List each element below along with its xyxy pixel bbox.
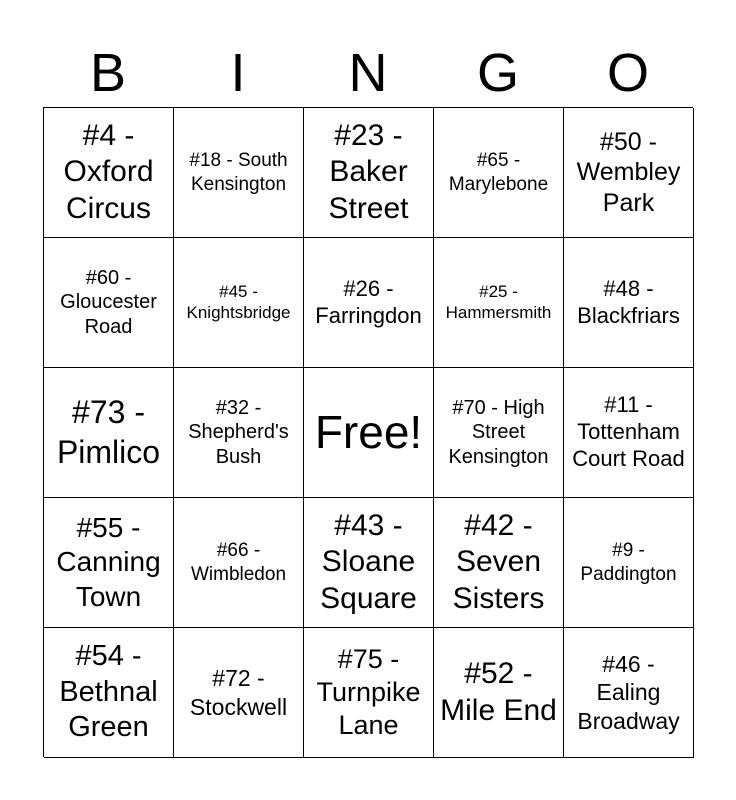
free-space-cell[interactable] [304, 368, 434, 498]
cell-label: #23 - Baker Street [328, 118, 409, 225]
bingo-cell[interactable] [44, 368, 174, 498]
cell-label: #72 - Stockwell [189, 665, 288, 720]
bingo-cell[interactable] [304, 238, 434, 368]
bingo-cell[interactable] [304, 498, 434, 628]
bingo-cell[interactable] [304, 108, 434, 238]
header-letter-n: N [348, 43, 388, 103]
bingo-cell[interactable] [174, 368, 304, 498]
bingo-cell[interactable] [174, 498, 304, 628]
cell-label: #60 - Gloucester Road [60, 266, 157, 338]
bingo-cell[interactable] [174, 628, 304, 758]
cell-label: #50 - Wembley Park [576, 127, 681, 217]
cell-label: #46 - Ealing Broadway [577, 651, 680, 734]
cell-label: #26 - Farringdon [315, 275, 422, 328]
bingo-cell[interactable] [564, 628, 694, 758]
cell-label: #70 - High Street Kensington [448, 396, 549, 468]
bingo-cell[interactable] [174, 108, 304, 238]
cell-label: #66 - Wimbledon [190, 540, 287, 585]
bingo-cell[interactable] [174, 238, 304, 368]
cell-label: #55 - Canning Town [56, 512, 161, 612]
bingo-cell[interactable] [434, 108, 564, 238]
bingo-cell[interactable] [434, 368, 564, 498]
cell-label: #42 - Seven Sisters [452, 508, 545, 615]
header-letter-g: G [476, 43, 519, 103]
bingo-cell[interactable] [564, 238, 694, 368]
cell-label: #25 - Hammersmith [445, 281, 552, 322]
cell-label: #75 - Turnpike Lane [316, 644, 421, 740]
header-letter-i: I [230, 43, 246, 103]
cell-label: #52 - Mile End [440, 656, 557, 727]
bingo-cell[interactable] [44, 108, 174, 238]
cell-label: #32 - Shepherd's Bush [188, 396, 289, 468]
bingo-board [43, 107, 693, 757]
bingo-cell[interactable] [44, 238, 174, 368]
cell-label: #18 - South Kensington [189, 150, 288, 195]
bingo-cell[interactable] [44, 498, 174, 628]
header-letter-o: O [606, 43, 649, 103]
cell-label: #45 - Knightsbridge [186, 281, 291, 322]
cell-label: #54 - Bethnal Green [59, 640, 158, 744]
bingo-cell[interactable] [434, 498, 564, 628]
bingo-cell[interactable] [434, 238, 564, 368]
cell-label: #48 - Blackfriars [577, 275, 680, 328]
bingo-cell[interactable] [564, 368, 694, 498]
cell-label: #4 - Oxford Circus [63, 118, 154, 225]
cell-label: #11 - Tottenham Court Road [572, 392, 685, 471]
bingo-header [43, 40, 693, 106]
cell-label: #9 - Paddington [580, 540, 677, 585]
bingo-cell[interactable] [434, 628, 564, 758]
bingo-cell[interactable] [304, 628, 434, 758]
header-letter-b: B [89, 43, 127, 103]
bingo-cell[interactable] [564, 498, 694, 628]
bingo-cell[interactable] [44, 628, 174, 758]
cell-label: #73 - Pimlico [56, 394, 161, 470]
bingo-cell[interactable] [564, 108, 694, 238]
cell-label: #65 - Marylebone [448, 150, 549, 195]
cell-label: #43 - Sloane Square [320, 508, 417, 615]
free-space-label: Free! [314, 406, 423, 459]
